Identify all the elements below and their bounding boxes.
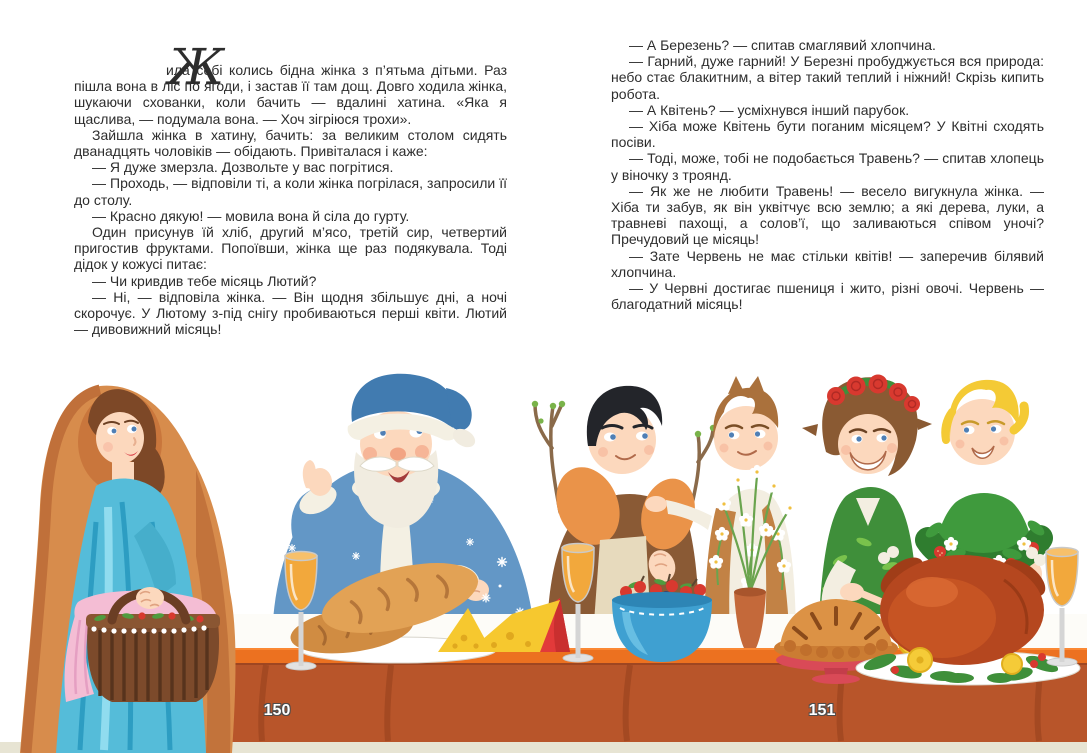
paragraph: — Гарний, дуже гарний! У Березні пробуджується вся природа: небо стає блакитним, а вітер такий теплий і ніжний! Скрізь кипить робота. [611, 53, 1044, 102]
paragraph: — Красно дякую! — мовила вона й сіла до гурту. [92, 207, 410, 224]
paragraph: — Хіба може Квітень бути поганим місяцем? У Квітні сходять посіви. [611, 118, 1044, 151]
right-page-text-column [611, 37, 1044, 312]
drop-cap-letter: Ж [168, 38, 225, 96]
paragraph: Зайшла жінка в хатину, бачить: за великим столом сидять дванадцять чоловіків — обідають. Привіталася і каже: [74, 126, 507, 160]
paragraph: — Проходь, — відповіли ті, а коли жінка погрілася, запросили її до столу. [74, 175, 507, 208]
paragraph: — Зате Червень не має стільки квітів! — заперечив білявий хлопчина. [611, 247, 1044, 280]
paragraph: — Я дуже змерзла. Дозвольте у вас погрітися. [92, 159, 394, 176]
picnic-basket [65, 587, 221, 702]
twelve-months-illustration [0, 353, 1087, 753]
page-number-right: 151 [808, 702, 836, 719]
paragraph: — У Червні достигає пшениця і жито, різні овочі. Червень — благодатний місяць! [611, 280, 1044, 313]
paragraph: — А Березень? — спитав смаглявий хлопчина. [629, 37, 936, 53]
left-page-text-column [74, 38, 507, 338]
woman-in-orange-cloak [20, 386, 236, 753]
paragraph: — Ні, — відповіла жінка. — Він щодня збільшує дні, а ночі скорочує. У Лютому з-під снігу пробиваються перші квіти. Лютий — дивовижний місяць! [74, 288, 507, 338]
paragraph: — Чи кривдив тебе місяць Лютий? [92, 272, 317, 289]
paragraph [74, 38, 507, 127]
paragraph: — Тоді, може, тобі не подобається Травень? — спитав хлопець у віночку з троянд. [611, 150, 1044, 183]
paragraph: — А Квітень? — усміхнувся інший парубок. [629, 101, 910, 118]
paragraph: — Як же не любити Травень! — весело вигукнула жінка. — Хіба ти забув, як він уквітчує всю землю; а які дерева, луки, а травневі пахощі, а солов’ї, що заливаються співом уночі? Пречудовий це місяць! [611, 182, 1044, 248]
paragraph: Один присунув їй хліб, другий м’ясо, третій сир, четвертий пригостив фруктами. Попоївши, жінка ще раз подякувала. Тоді дідок у кожусі питає: [74, 224, 507, 273]
page-number-left: 150 [263, 702, 291, 719]
paragraph-text: ила собі колись бідна жінка з п’ятьма дітьми. Раз пішла вона в ліс по ягоди, і застав її там дощ. Довго ходила жінка, шукаючи схованки, коли бачить — вдалині хатина. «Яка я щаслива, — подумала вона. — Хоч зігріюся трохи». [74, 62, 507, 127]
